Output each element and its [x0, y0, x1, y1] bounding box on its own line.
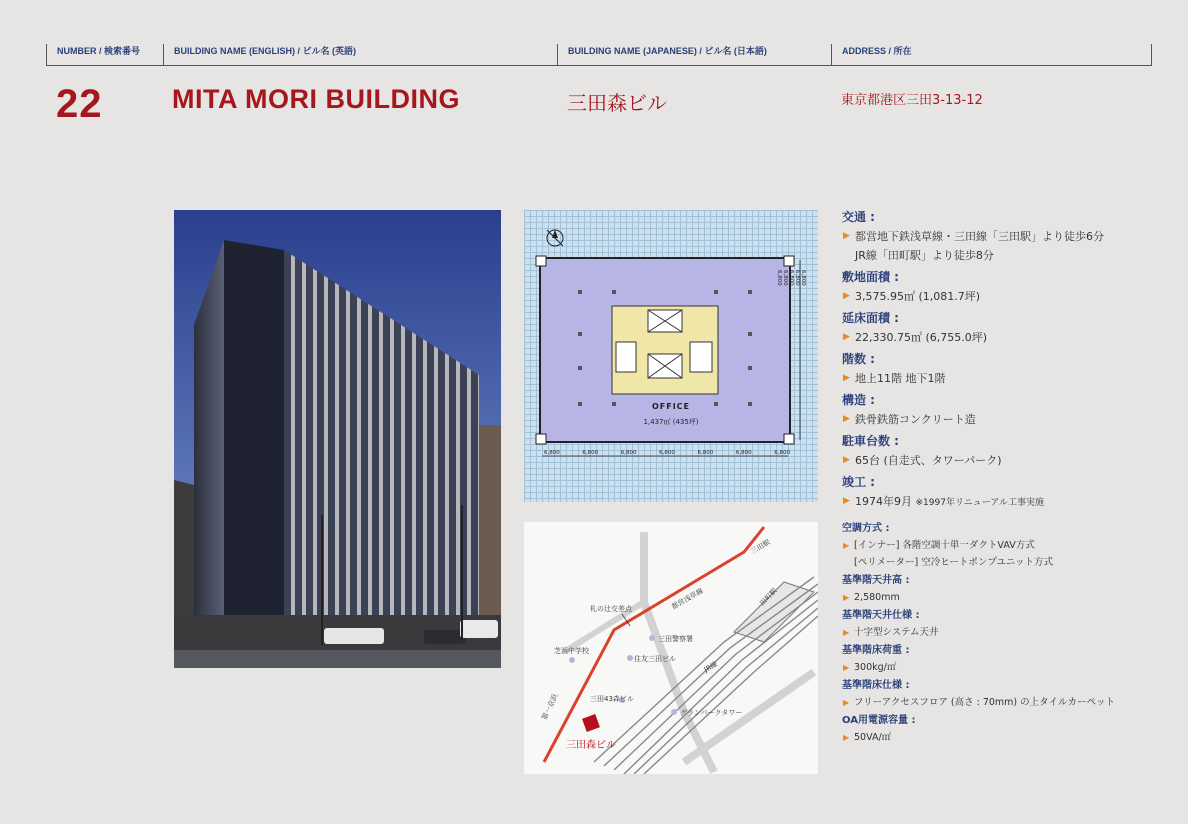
ceiling-height-text: 2,580mm: [854, 592, 900, 603]
dim-bottom: 6,800: [735, 450, 752, 456]
map-label-shibahama-school: 芝浜中学校: [554, 647, 589, 655]
bullet-icon: ▶: [843, 373, 850, 383]
dim-bottom: 6,800: [620, 450, 637, 456]
ac-line-1: [インナー] 各階空調十単一ダクトVAV方式: [854, 540, 1035, 551]
map-label-keihin: 第一京浜: [540, 692, 560, 722]
plan-right-dimensions: [776, 270, 806, 430]
access-line-1: 都営地下鉄浅草線・三田線「三田駅」より徒歩6分: [855, 230, 1104, 243]
building-specifications: [842, 205, 1172, 746]
dim-right: 6,800: [800, 270, 806, 286]
dim-right: 6,800: [788, 270, 794, 286]
bullet-icon: ▶: [843, 332, 850, 342]
structure-value: [842, 410, 1172, 429]
bullet-icon: ▶: [843, 231, 850, 241]
ac-line-2: [ペリメーター] 空冷ヒートポンプユニット方式: [854, 557, 1054, 568]
structure-text: 鉄骨鉄筋コンクリート造: [855, 413, 976, 426]
oa-power-value: [842, 729, 1172, 746]
completed-text: 1974年9月: [855, 495, 912, 508]
dim-bottom: 6,800: [774, 450, 790, 456]
map-label-mita-station: 三田駅: [749, 538, 772, 556]
building-name-japanese: 三田森ビル: [567, 91, 667, 115]
floor-plan: [524, 210, 818, 502]
stories-heading: 階数 :: [842, 352, 875, 366]
dim-bottom: 6,800: [697, 450, 714, 456]
bullet-icon: ▶: [843, 733, 850, 742]
dim-bottom: 6,800: [544, 450, 560, 456]
access-value: [842, 246, 1172, 265]
ceiling-height-heading: 基準階天井高 :: [842, 575, 910, 586]
ceiling-height-value: [842, 589, 1172, 606]
bullet-icon: ▶: [843, 698, 850, 707]
map-label-fuda-crossing: 札の辻交差点: [590, 605, 632, 613]
map-label-sumitomo: 住友三田ビル: [634, 655, 676, 663]
access-heading: 交通 :: [842, 210, 875, 224]
floor-area-value: [842, 328, 1172, 347]
plan-area: 1,437㎡ (435坪): [643, 418, 699, 426]
map-label-target-building: 三田森ビル: [566, 740, 616, 751]
building-number: 22: [56, 82, 103, 126]
bullet-icon: ▶: [843, 291, 850, 301]
north-arrow-icon: [547, 230, 563, 246]
bullet-icon: ▶: [843, 593, 850, 602]
address-column-label: ADDRESS / 所在: [831, 44, 1152, 66]
stories-text: 地上11階 地下1階: [855, 372, 946, 385]
floor-load-heading: 基準階床荷重 :: [842, 645, 910, 656]
parking-heading: 駐車台数 :: [842, 434, 899, 448]
building-photo: [174, 210, 501, 668]
floor-load-value: [842, 659, 1172, 676]
map-label-tamachi-station: 田町駅: [758, 586, 779, 608]
map-label-toei-line: 都営浅草線: [670, 586, 705, 612]
bullet-icon: ▶: [843, 414, 850, 424]
floor-area-heading: 延床面積 :: [842, 311, 899, 325]
dim-right: 6,800: [776, 270, 782, 286]
completed-note: ※1997年リニューアル工事実施: [915, 498, 1044, 508]
access-value: [842, 227, 1172, 246]
number-column-label: NUMBER / 検索番号: [46, 44, 163, 66]
ac-value: [842, 537, 1172, 554]
oa-power-text: 50VA/㎡: [854, 732, 892, 743]
parking-text: 65台 (自走式、タワーパーク): [855, 454, 1002, 467]
structure-heading: 構造 :: [842, 393, 875, 407]
ceiling-spec-heading: 基準階天井仕様 :: [842, 610, 920, 621]
dim-right: 6,800: [794, 270, 800, 286]
floor-spec-value: [842, 694, 1172, 711]
building-name-english: MITA MORI BUILDING: [172, 84, 460, 114]
site-area-text: 3,575.95㎡ (1,081.7坪): [855, 290, 981, 303]
plan-room-label: OFFICE: [651, 402, 691, 411]
english-name-column-label: BUILDING NAME (ENGLISH) / ビル名 (英語): [163, 44, 557, 66]
bullet-icon: ▶: [843, 541, 850, 550]
bullet-icon: ▶: [843, 663, 850, 672]
oa-power-heading: OA用電源容量 :: [842, 715, 916, 726]
stories-value: [842, 369, 1172, 388]
ceiling-spec-value: [842, 624, 1172, 641]
access-line-2: JR線「田町駅」より徒歩8分: [855, 249, 994, 262]
ceiling-spec-text: 十字型システム天井: [854, 627, 939, 638]
parking-value: [842, 451, 1172, 470]
map-label-granpark: グランパークタワー: [680, 709, 743, 717]
building-address: 東京都港区三田3-13-12: [841, 93, 983, 108]
map-label-mita43: 三田43森ビル: [590, 695, 634, 703]
plan-bottom-dimensions: [544, 450, 790, 456]
floor-spec-text: フリーアクセスフロア (高さ : 70mm) の上タイルカーペット: [854, 697, 1115, 708]
site-area-heading: 敷地面積 :: [842, 270, 899, 284]
completed-heading: 竣工 :: [842, 475, 875, 489]
floor-load-text: 300kg/㎡: [854, 662, 897, 673]
japanese-name-column-label: BUILDING NAME (JAPANESE) / ビル名 (日本語): [557, 44, 831, 66]
map-label-jr-line: JR線: [702, 660, 720, 674]
floor-spec-heading: 基準階床仕様 :: [842, 680, 910, 691]
ac-value: [842, 554, 1172, 571]
bullet-icon: ▶: [843, 496, 850, 506]
floor-area-text: 22,330.75㎡ (6,755.0坪): [855, 331, 988, 344]
completed-value: [842, 492, 1172, 511]
bullet-icon: ▶: [843, 628, 850, 637]
location-map: [524, 522, 818, 774]
map-label-police: 三田警察署: [658, 635, 693, 643]
dim-bottom: 6,800: [659, 450, 675, 456]
site-area-value: [842, 287, 1172, 306]
dim-right: 6,800: [782, 270, 788, 286]
bullet-icon: ▶: [843, 455, 850, 465]
dim-bottom: 6,800: [582, 450, 599, 456]
ac-heading: 空調方式 :: [842, 523, 890, 534]
